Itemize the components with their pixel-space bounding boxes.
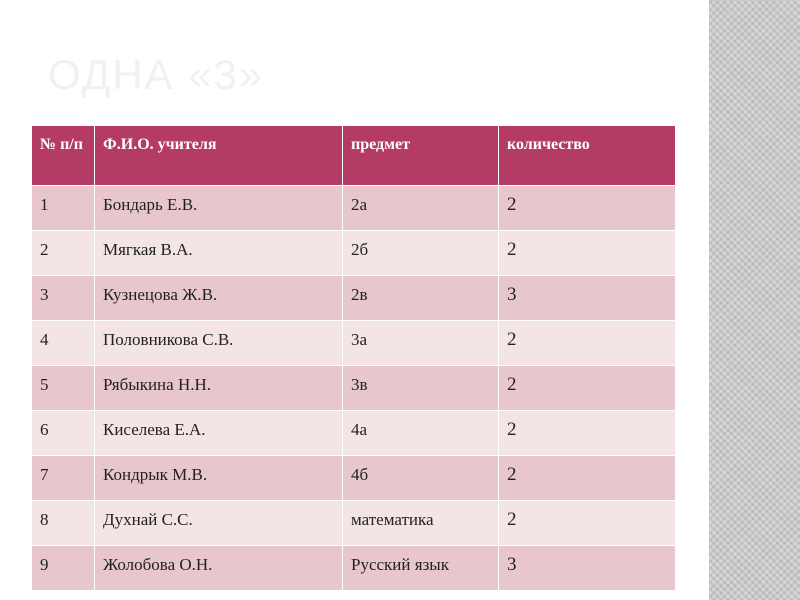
table-row [32,366,676,411]
subject-cell: математика [343,501,499,546]
count-cell: 2 [499,456,676,501]
row-number-cell: 8 [32,501,95,546]
teacher-name-cell: Рябыкина Н.Н. [95,366,343,411]
subject-cell: 4а [343,411,499,456]
table-row [32,456,676,501]
teacher-name-cell: Бондарь Е.В. [95,186,343,231]
row-number-cell: 4 [32,321,95,366]
table-row [32,276,676,321]
count-cell: 2 [499,366,676,411]
header-teacher-name: Ф.И.О. учителя [95,126,343,186]
row-number-cell: 5 [32,366,95,411]
count-cell: 3 [499,276,676,321]
teacher-name-cell: Кондрык М.В. [95,456,343,501]
row-number-cell: 3 [32,276,95,321]
header-number: № п/п [32,126,95,186]
count-cell: 2 [499,411,676,456]
teacher-name-cell: Половникова С.В. [95,321,343,366]
subject-cell: 4б [343,456,499,501]
subject-cell: 2б [343,231,499,276]
row-number-cell: 7 [32,456,95,501]
row-number-cell: 2 [32,231,95,276]
count-cell: 2 [499,231,676,276]
count-cell: 2 [499,186,676,231]
teacher-name-cell: Кузнецова Ж.В. [95,276,343,321]
row-number-cell: 6 [32,411,95,456]
teacher-name-cell: Жолобова О.Н. [95,546,343,591]
row-number-cell: 1 [32,186,95,231]
count-cell: 2 [499,321,676,366]
slide-title: ОДНА «3» [48,51,265,98]
teacher-table [31,125,676,591]
header-subject: предмет [343,126,499,186]
decorative-side-pattern [709,0,800,600]
table-row [32,231,676,276]
count-cell: 3 [499,546,676,591]
teacher-name-cell: Духнай С.С. [95,501,343,546]
count-cell: 2 [499,501,676,546]
header-count: количество [499,126,676,186]
table-row [32,501,676,546]
teacher-name-cell: Мягкая В.А. [95,231,343,276]
subject-cell: 3а [343,321,499,366]
teacher-name-cell: Киселева Е.А. [95,411,343,456]
table-row [32,546,676,591]
table-row [32,186,676,231]
subject-cell: 2а [343,186,499,231]
teacher-table-container [31,125,675,591]
table-row [32,411,676,456]
subject-cell: 3в [343,366,499,411]
table-body [32,186,676,591]
header-row [32,126,676,186]
row-number-cell: 9 [32,546,95,591]
subject-cell: 2в [343,276,499,321]
table-header [32,126,676,186]
subject-cell: Русский язык [343,546,499,591]
table-row [32,321,676,366]
